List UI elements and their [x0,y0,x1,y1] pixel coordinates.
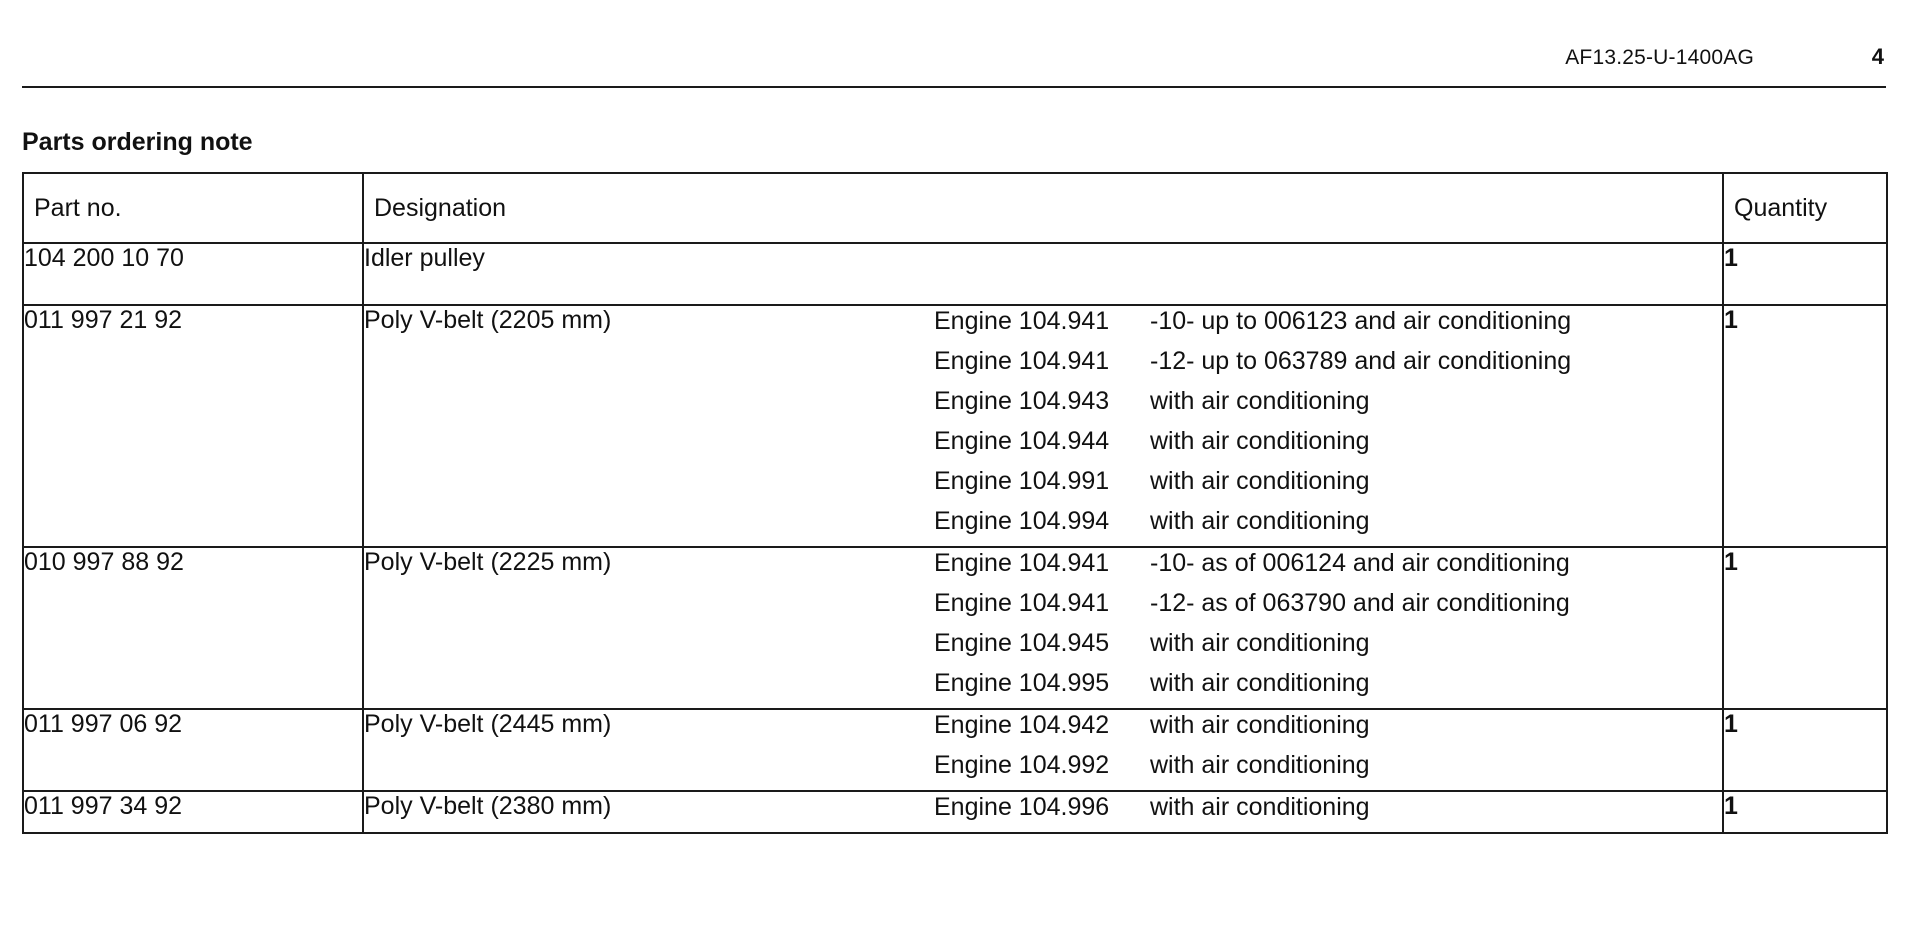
engine-note: with air conditioning [1150,711,1370,739]
engine-line [934,710,1722,750]
engine-note: with air conditioning [1150,467,1370,495]
engine-label: Engine 104.995 [934,669,1110,697]
table-row [23,547,1887,709]
table-header-row [23,173,1887,243]
engine-line [934,306,1722,346]
table-row [23,709,1887,791]
engine-note: with air conditioning [1150,751,1370,779]
column-header-quantity: Quantity [1723,173,1887,243]
column-header-designation: Designation [363,173,1723,243]
designation-cell [363,547,1723,709]
engine-applicability-list [934,792,1722,832]
designation-cell [363,243,1723,305]
quantity-cell: 1 [1723,305,1887,547]
engine-note: -10- as of 006124 and air conditioning [1150,549,1570,577]
engine-line [934,750,1722,790]
part-number-cell: 011 997 34 92 [23,791,363,833]
page-header [22,38,1886,88]
engine-line [934,506,1722,546]
engine-note: with air conditioning [1150,427,1370,455]
engine-line [934,386,1722,426]
designation-name: Poly V-belt (2225 mm) [364,548,612,576]
engine-note: with air conditioning [1150,669,1370,697]
engine-applicability-list [934,244,1722,273]
engine-label: Engine 104.944 [934,427,1110,455]
engine-line [934,346,1722,386]
designation-name: Poly V-belt (2205 mm) [364,306,612,334]
designation-cell [363,305,1723,547]
parts-table [22,172,1888,834]
engine-label: Engine 104.996 [934,793,1110,821]
engine-label: Engine 104.941 [934,307,1110,335]
section-title: Parts ordering note [22,128,253,156]
part-number-cell: 011 997 21 92 [23,305,363,547]
designation-name: Idler pulley [364,244,485,272]
engine-note: with air conditioning [1150,629,1370,657]
quantity-cell: 1 [1723,709,1887,791]
engine-label: Engine 104.941 [934,549,1110,577]
engine-applicability-list [934,548,1722,708]
engine-applicability-list [934,306,1722,546]
engine-label: Engine 104.943 [934,387,1110,415]
engine-note: -12- as of 063790 and air conditioning [1150,589,1570,617]
designation-cell [363,791,1723,833]
engine-label: Engine 104.942 [934,711,1110,739]
engine-line [934,466,1722,506]
table-row [23,791,1887,833]
quantity-cell: 1 [1723,791,1887,833]
part-number-cell: 104 200 10 70 [23,243,363,305]
engine-label: Engine 104.992 [934,751,1110,779]
engine-note: with air conditioning [1150,507,1370,535]
engine-note: with air conditioning [1150,387,1370,415]
document-code: AF13.25-U-1400AG [1565,46,1754,69]
engine-line [934,548,1722,588]
column-header-part-no: Part no. [23,173,363,243]
designation-name: Poly V-belt (2380 mm) [364,792,612,820]
quantity-cell: 1 [1723,547,1887,709]
engine-label: Engine 104.945 [934,629,1110,657]
engine-note: -12- up to 063789 and air conditioning [1150,347,1572,375]
part-number-cell: 010 997 88 92 [23,547,363,709]
quantity-cell: 1 [1723,243,1887,305]
page-number: 4 [1871,44,1884,69]
engine-applicability-list [934,710,1722,790]
engine-line [934,792,1722,832]
part-number-cell: 011 997 06 92 [23,709,363,791]
engine-line [934,426,1722,466]
engine-note: -10- up to 006123 and air conditioning [1150,307,1572,335]
engine-label: Engine 104.941 [934,347,1110,375]
table-row [23,243,1887,305]
table-row [23,305,1887,547]
parts-table-body [23,243,1887,833]
engine-line [934,668,1722,708]
engine-line [934,588,1722,628]
engine-label: Engine 104.941 [934,589,1110,617]
engine-label: Engine 104.994 [934,507,1110,535]
engine-line [934,628,1722,668]
designation-name: Poly V-belt (2445 mm) [364,710,612,738]
engine-note: with air conditioning [1150,793,1370,821]
designation-cell [363,709,1723,791]
engine-label: Engine 104.991 [934,467,1110,495]
